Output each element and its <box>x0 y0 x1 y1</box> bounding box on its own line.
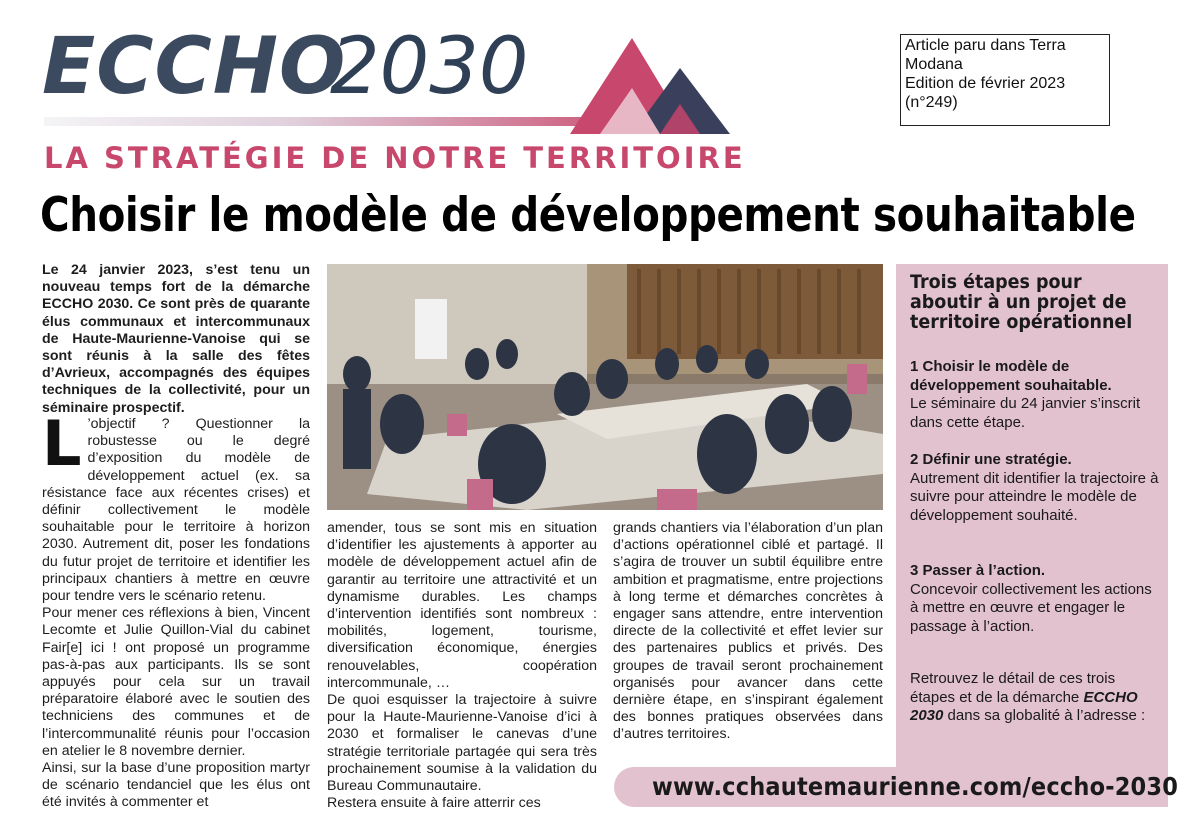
drop-cap: L <box>42 407 82 480</box>
step-text: Concevoir collectivement les actions à mettre en œuvre et engager le passage à l’action. <box>910 580 1152 635</box>
sidebar-box <box>896 264 1168 807</box>
sidebar-step-2 <box>910 451 1160 525</box>
article-column-1 <box>42 407 310 812</box>
paragraph <box>42 407 310 605</box>
article-headline: Choisir le modèle de développement souhaitable <box>40 188 1136 243</box>
article-column-3 <box>613 520 883 744</box>
step-text: Autrement dit identifier la trajectoire à suivre pour atteindre le modèle de développement souhaité. <box>910 469 1159 524</box>
sidebar-step-1 <box>910 358 1160 432</box>
paragraph: amender, tous se sont mis en situation d’identifier les ajustements à apporter au modèle de développement actuel afin de garantir au territoire une attractivité et un dynamisme durables. Les champs d’intervention identifiés sont nombreux : mobilités, logement, tourisme, diversification économique, énergies renouvelables, coopération intercommunale, … <box>327 520 597 691</box>
footer-text: Retrouvez le détail de ces trois étapes et de la démarche <box>910 670 1116 706</box>
tagline: LA STRATÉGIE DE NOTRE TERRITOIRE <box>44 141 746 175</box>
step-text: Le séminaire du 24 janvier s’inscrit dans cette étape. <box>910 395 1141 431</box>
paragraph: Pour mener ces réflexions à bien, Vincent Lecomte et Julie Quillon-Vial du cabinet Fair[e] ici ! ont proposé un programme pas-à-pas aux participants. Ils se sont appuyés pour cela sur un travail préparatoire élaboré avec le soutien des techniciens des communes et de l’intercommunalité réunis pour l’occasion en atelier le 8 novembre dernier. <box>42 605 310 759</box>
source-line: Edition de février 2023 <box>905 75 1066 92</box>
article-column-2 <box>327 520 597 812</box>
sidebar-step-3 <box>910 562 1160 636</box>
sidebar-title: Trois étapes pour aboutir à un projet de territoire opérationnel <box>910 271 1133 333</box>
step-heading: 1 Choisir le modèle de développement souhaitable. <box>910 358 1112 394</box>
mountain-logo-icon <box>560 38 730 134</box>
step-heading: 2 Définir une stratégie. <box>910 451 1072 468</box>
paragraph: Restera ensuite à faire atterrir ces <box>327 795 541 812</box>
website-link[interactable]: www.cchautemaurienne.com/eccho-2030 <box>652 772 1179 801</box>
source-line: (n°249) <box>905 94 958 111</box>
article-lead: Le 24 janvier 2023, s’est tenu un nouveau temps fort de la démarche ECCHO 2030. Ce sont près de quarante élus communaux et intercommunaux de Haute-Maurienne-Vanoise qui se sont réunis à la salle des fêtes d’Avrieux, accompagnés des équipes techniques de la collectivité, pour un séminaire prospectif. <box>42 262 310 416</box>
step-heading: 3 Passer à l’action. <box>910 562 1046 579</box>
logo-eccho-year: 2030 <box>330 22 529 112</box>
paragraph: grands chantiers via l’élaboration d’un plan d’actions opérationnel ciblé et partagé. Il s’agira de trouver un subtil équilibre entre ambition et pragmatisme, entre projections à long terme et démarches concrètes à engager sans attendre, entre intervention directe de la collectivité et effet levier sur des partenaires publics et privés. Des groupes de travail seront prochainement organisés pour avancer dans cette dernière étape, en s’inspirant également des bonnes pratiques observées dans d’autres territoires. <box>613 520 883 743</box>
seminar-photo <box>327 264 883 510</box>
footer-text: dans sa globalité à l’adresse : <box>947 707 1146 724</box>
paragraph-text: ’objectif ? Questionner la robustesse ou le degré d’exposition du modèle de développement actuel (ex. sa résistance face aux récentes crises) et définir collectivement le modèle souhaitable pour le territoire à horizon 2030. Autrement dit, poser les fondations du futur projet de territoire et identifier les principaux chantiers à mettre en œuvre pour tendre vers le scénario retenu. <box>42 416 310 605</box>
paragraph: Ainsi, sur la base d’une proposition martyr de scénario tendanciel que les élus ont été invités à commenter et <box>42 760 310 811</box>
logo-eccho-word: ECCHO <box>42 22 347 112</box>
publication-source-box <box>900 34 1110 126</box>
source-line: Modana <box>905 56 963 73</box>
source-line: Article paru dans Terra <box>905 37 1066 54</box>
footer-emphasis: ECCHO 2030 <box>910 688 1138 724</box>
sidebar-footer <box>910 670 1160 726</box>
paragraph: De quoi esquisser la trajectoire à suivre pour la Haute-Maurienne-Vanoise d’ici à 2030 et formaliser le canevas d’une stratégie territoriale partagée qui sera très prochainement soumise à la validation du Bureau Communautaire. <box>327 692 597 795</box>
